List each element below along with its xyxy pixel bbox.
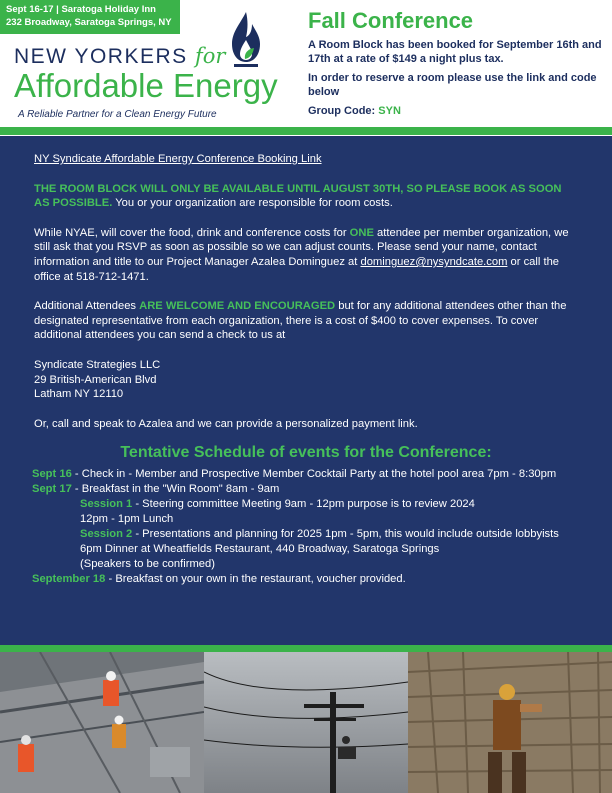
conference-title: Fall Conference — [308, 8, 474, 33]
room-block-warning: THE ROOM BLOCK WILL ONLY BE AVAILABLE UNTIL AUGUST 30TH, SO PLEASE BOOK AS SOON AS POSSIBLE. — [34, 182, 562, 210]
conference-info — [308, 8, 604, 123]
date-tag: Sept 16-17 — [6, 4, 54, 15]
schedule-title: Tentative Schedule of events for the Conference: — [120, 444, 492, 462]
schedule-item — [32, 467, 578, 482]
construction-workers-photo — [0, 652, 204, 793]
logo-org-name — [14, 44, 225, 69]
nyae-one: ONE — [349, 226, 374, 239]
mailing-address — [34, 358, 578, 402]
nyae-text-2: attendee per member organization, we still ask that you RSVP as soon as possible so we can adjust counts. Please send your name, contact information and title to our Project Manager Azalea Dominguez at — [34, 226, 569, 268]
additional-paragraph — [34, 299, 578, 343]
logo-for: for — [195, 44, 226, 68]
schedule-item — [32, 527, 578, 542]
schedule-date: Sept 16 — [32, 467, 72, 480]
room-costs-text: You or your organization are responsible for room costs. — [112, 197, 393, 210]
group-code-line — [308, 104, 604, 118]
venue: Saratoga Holiday Inn — [61, 4, 156, 15]
address-line-3: Latham NY 12110 — [34, 388, 124, 401]
top-divider — [0, 127, 612, 135]
room-block-paragraph — [34, 182, 578, 211]
main-panel — [0, 136, 612, 645]
schedule-list — [32, 467, 578, 587]
nyae-paragraph — [34, 226, 578, 284]
schedule-item — [32, 482, 578, 497]
schedule-date: September 18 — [32, 572, 106, 585]
schedule-item: 12pm - 1pm Lunch — [80, 512, 174, 525]
schedule-item — [32, 572, 578, 587]
schedule-text: - Breakfast in the "Win Room" 8am - 9am — [71, 482, 280, 495]
booking-link[interactable]: NY Syndicate Affordable Energy Conference Booking Link — [34, 153, 322, 165]
email-link[interactable]: dominguez@nysyndcate.com — [360, 255, 508, 268]
logo-affordable-energy: Affordable Energy — [14, 67, 278, 104]
add-text-1: Additional Attendees — [34, 300, 140, 313]
venue-address: 232 Broadway, Saratoga Springs, NY — [6, 17, 172, 28]
schedule-item — [32, 497, 578, 512]
schedule-item: (Speakers to be confirmed) — [80, 557, 215, 570]
logo-tagline: A Reliable Partner for a Clean Energy Future — [18, 109, 217, 120]
schedule-text: - Check in - Member and Prospective Member Cocktail Party at the hotel pool area 7pm - 8:30pm — [71, 467, 557, 480]
logo-line1: NEW YORKERS — [14, 45, 188, 68]
add-text-2: but for any additional attendees other than the designated representative from each organization, there is a cost of $400 to cover expenses. To cover additional attendees you can send a check to us at — [34, 300, 567, 342]
photo-strip — [0, 652, 612, 793]
address-line-2: 29 British-American Blvd — [34, 373, 157, 386]
address-line-1: Syndicate Strategies LLC — [34, 358, 161, 371]
add-welcome: ARE WELCOME AND ENCOURAGED — [139, 300, 336, 313]
reserve-text: In order to reserve a room please use the link and code below — [308, 72, 597, 98]
room-block-text: A Room Block has been booked for September 16th and 17th at a rate of $149 a night plus tax. — [308, 39, 602, 65]
power-lines-photo — [204, 652, 408, 793]
group-code: SYN — [378, 105, 401, 117]
nyae-text-1: While NYAE, will cover the food, drink and conference costs for — [34, 226, 350, 239]
nyae-text-3: or call the office at 518-712-1471. — [34, 255, 560, 283]
schedule-date: Sept 17 — [32, 482, 72, 495]
session-label: Session 2 — [80, 527, 133, 540]
session-text: - Steering committee Meeting 9am - 12pm purpose is to review 2024 — [132, 497, 475, 510]
session-label: Session 1 — [80, 497, 133, 510]
date-venue-tag: Sept 16-17 | Saratoga Holiday Inn 232 Broadway, Saratoga Springs, NY — [0, 0, 180, 34]
call-text: Or, call and speak to Azalea and we can provide a personalized payment link. — [34, 417, 418, 430]
group-code-label: Group Code: — [308, 105, 376, 117]
schedule-item: 6pm Dinner at Wheatfields Restaurant, 440 Broadway, Saratoga Springs — [80, 542, 440, 555]
flame-logo-icon — [228, 10, 264, 68]
steel-worker-photo — [408, 652, 612, 793]
schedule-text: - Breakfast on your own in the restaurant, voucher provided. — [105, 572, 406, 585]
session-text: - Presentations and planning for 2025 1pm - 5pm, this would include outside lobbyists — [132, 527, 559, 540]
